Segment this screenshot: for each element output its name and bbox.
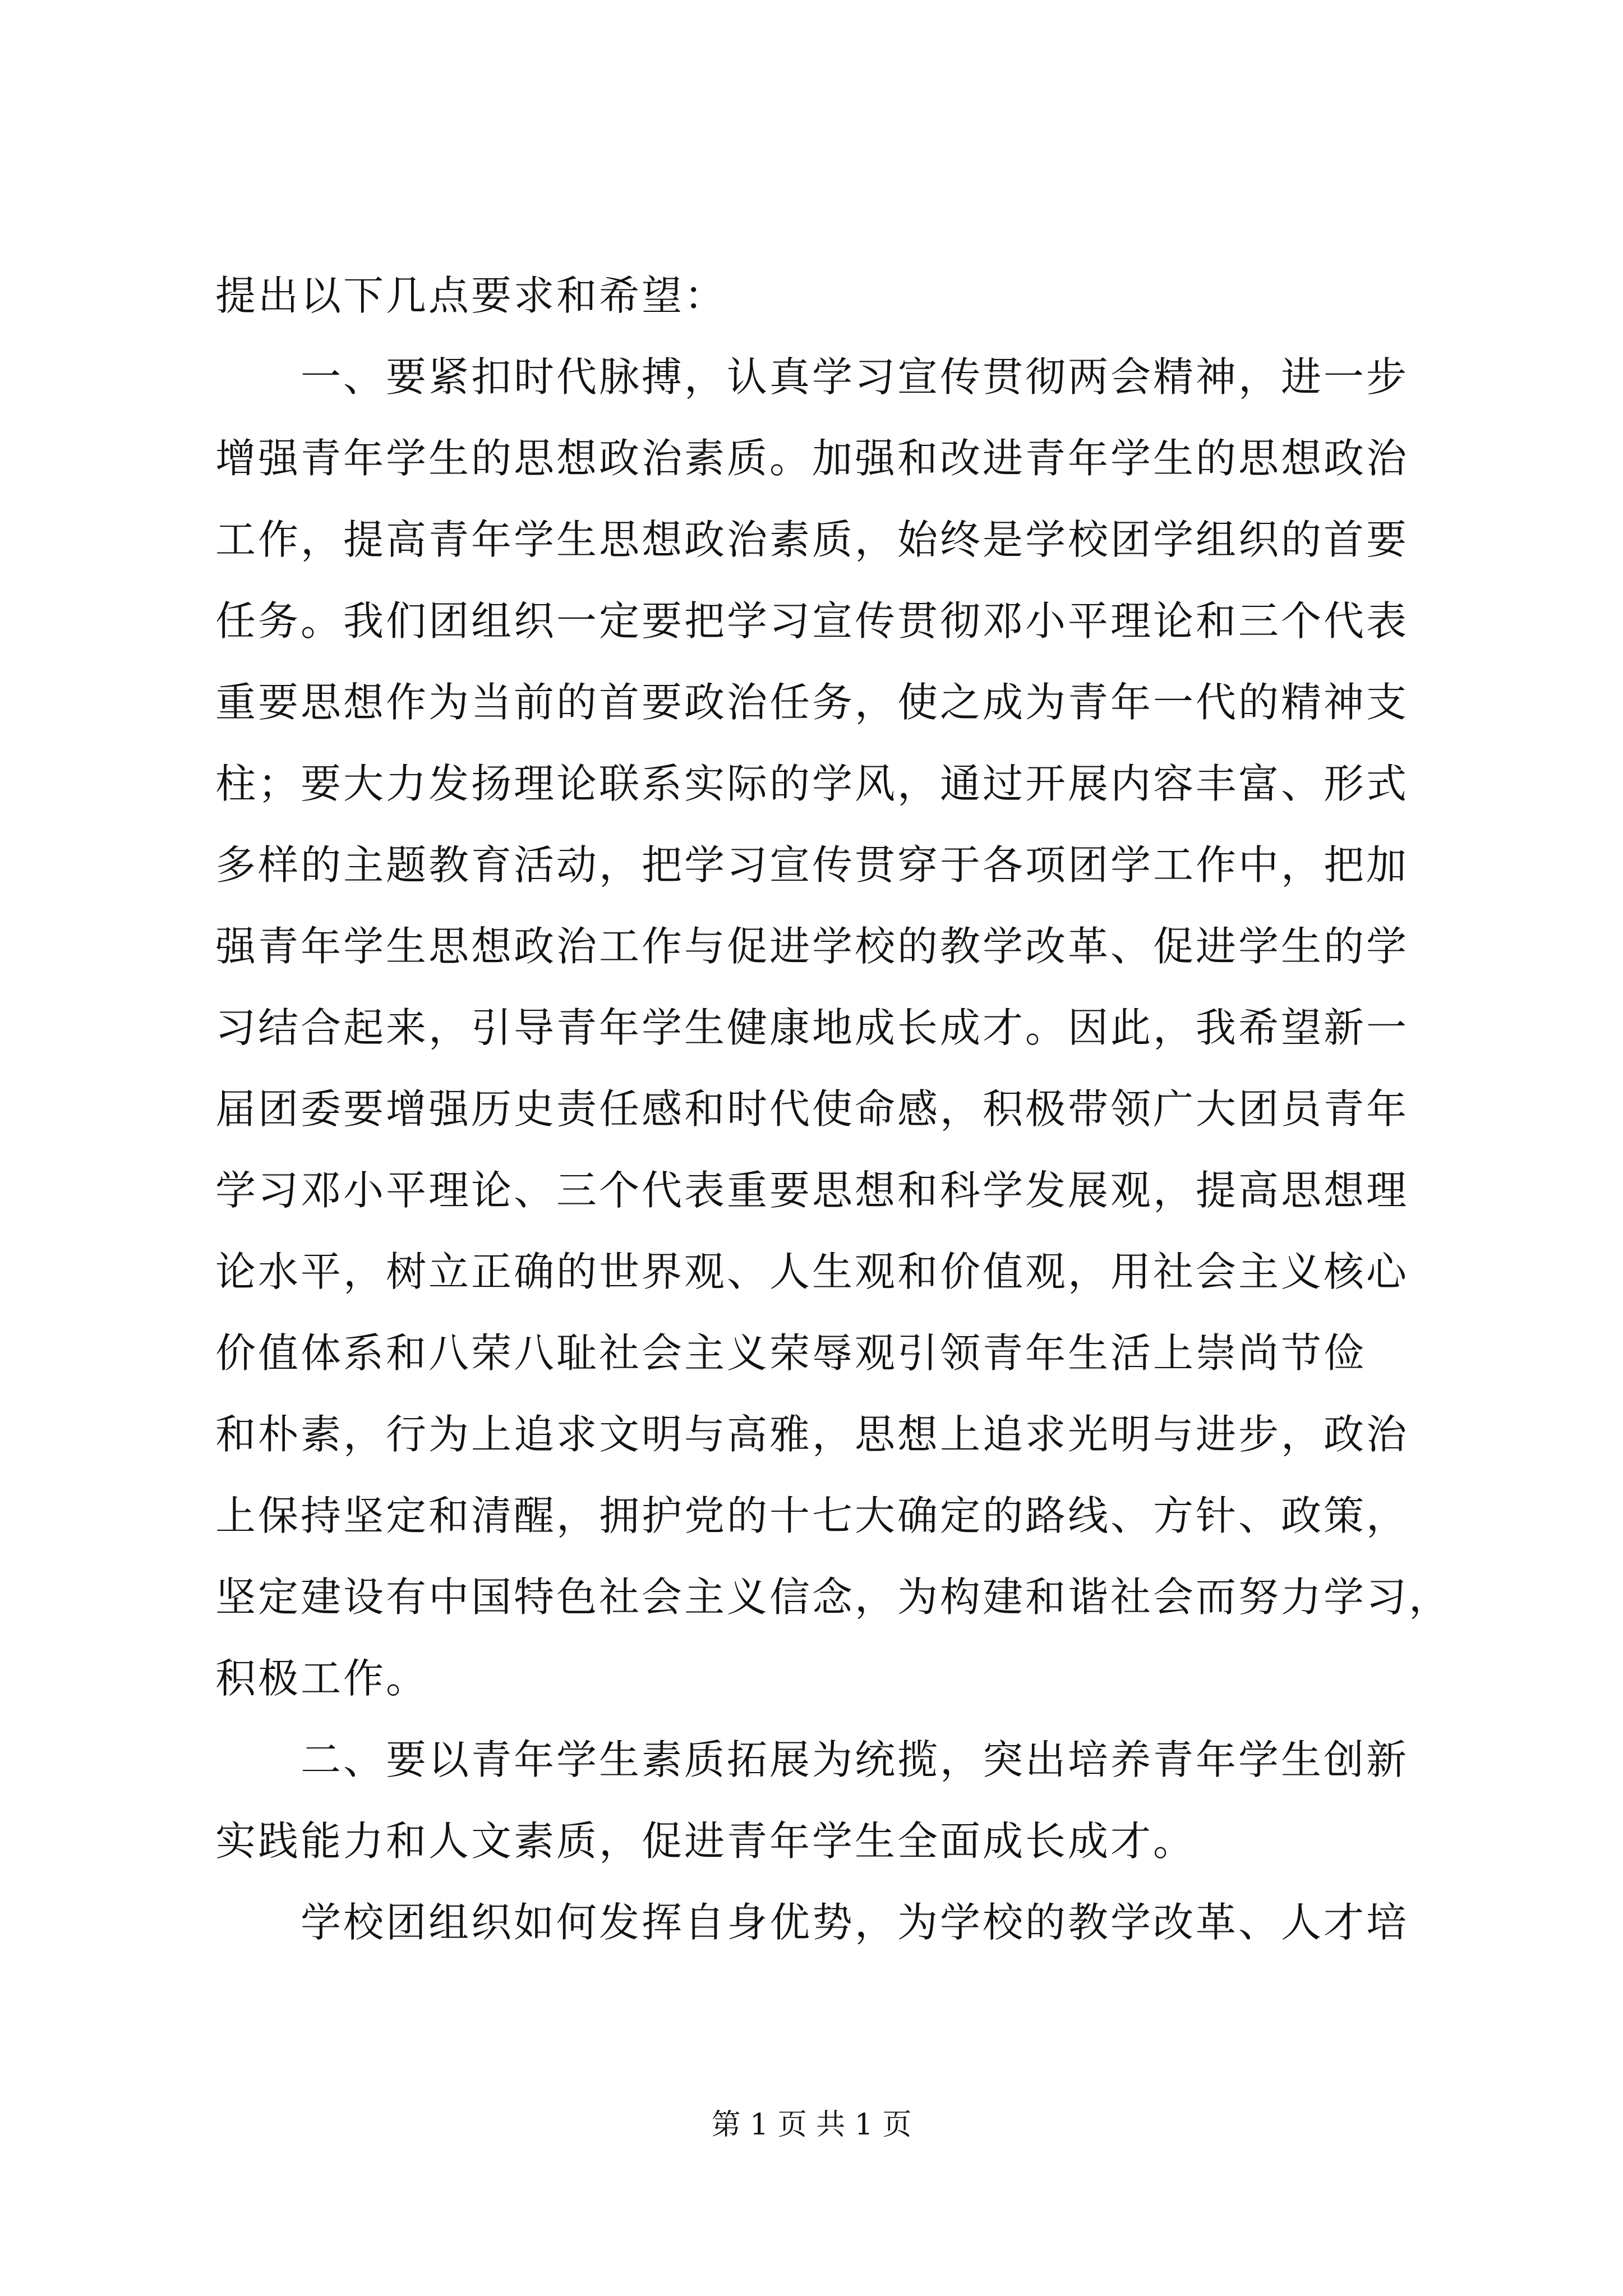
page-number-label: 第 1 页 共 1 页 [711,2108,912,2142]
text-line: 增强青年学生的思想政治素质。加强和改进青年学生的思想政治 [215,435,1409,482]
text-line: 习结合起来，引导青年学生健康地成长成才。因此，我希望新一 [215,1004,1409,1051]
text-line: 实践能力和人文素质，促进青年学生全面成长成才。 [215,1818,1196,1865]
document-body [215,255,1452,1963]
text-line: 一、要紧扣时代脉搏，认真学习宣传贯彻两会精神，进一步 [301,353,1409,401]
text-line: 价值体系和八荣八耻社会主义荣辱观引领青年生活上崇尚节俭 [215,1329,1367,1377]
text-line: 届团委要增强历史责任感和时代使命感，积极带领广大团员青年 [215,1085,1409,1133]
text-line: 提出以下几点要求和希望： [215,272,727,319]
text-line: 上保持坚定和清醒，拥护党的十七大确定的路线、方针、政策， [215,1492,1409,1539]
text-line: 重要思想作为当前的首要政治任务，使之成为青年一代的精神支 [215,679,1409,726]
text-line: 学校团组织如何发挥自身优势，为学校的教学改革、人才培 [301,1899,1409,1946]
text-line: 积极工作。 [215,1655,429,1702]
text-line: 坚定建设有中国特色社会主义信念，为构建和谐社会而努力学习， [215,1573,1452,1621]
text-line: 任务。我们团组织一定要把学习宣传贯彻邓小平理论和三个代表 [215,597,1409,645]
text-line: 二、要以青年学生素质拓展为统揽，突出培养青年学生创新 [301,1736,1409,1783]
text-line: 学习邓小平理论、三个代表重要思想和科学发展观，提高思想理 [215,1167,1409,1214]
text-line: 和朴素，行为上追求文明与高雅，思想上追求光明与进步，政治 [215,1411,1409,1458]
text-line: 论水平，树立正确的世界观、人生观和价值观，用社会主义核心 [215,1248,1409,1295]
text-line: 多样的主题教育活动，把学习宣传贯穿于各项团学工作中，把加 [215,841,1409,889]
page-footer [0,2101,1623,2143]
text-line: 强青年学生思想政治工作与促进学校的教学改革、促进学生的学 [215,923,1409,970]
text-line: 柱；要大力发扬理论联系实际的学风，通过开展内容丰富、形式 [215,760,1409,807]
text-line: 工作，提高青年学生思想政治素质，始终是学校团学组织的首要 [215,516,1409,563]
